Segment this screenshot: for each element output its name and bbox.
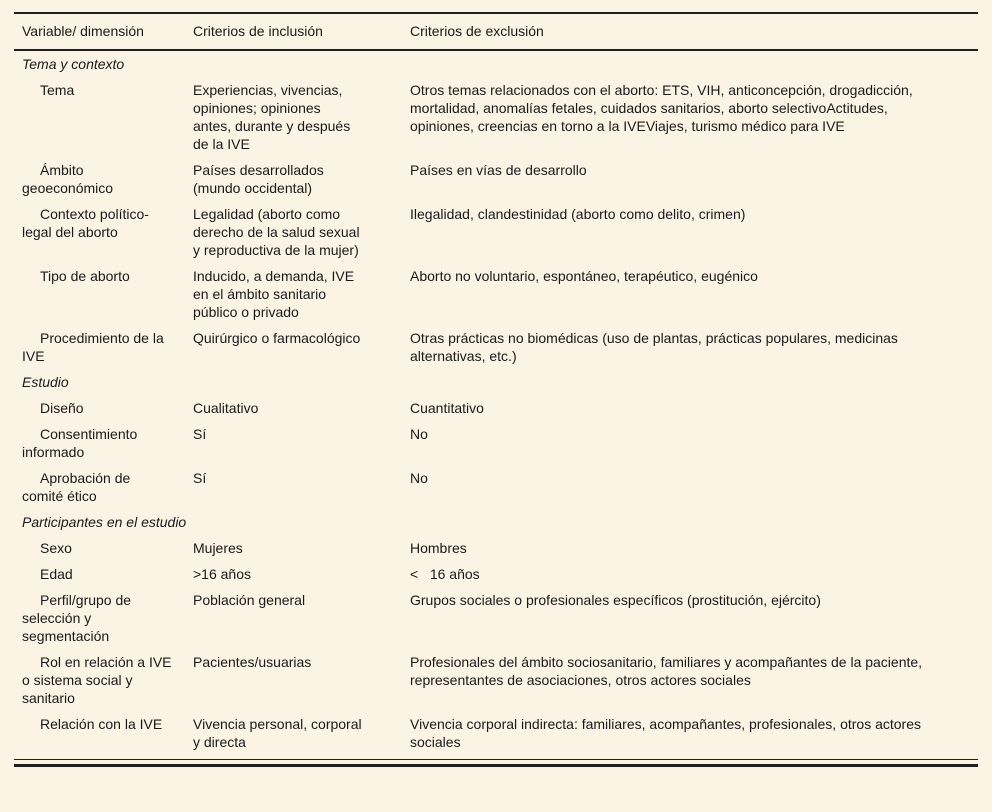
variable-cell: Tipo de aborto [40, 268, 130, 284]
section-row [14, 51, 978, 77]
exclusion-cell: < 16 años [410, 566, 480, 582]
variable-cell: Ámbito geoeconómico [22, 162, 114, 196]
column-header-variable: Variable/ dimensión [22, 22, 144, 39]
inclusion-cell: >16 años [193, 566, 251, 582]
inclusion-cell: Cualitativo [193, 400, 259, 416]
variable-cell: Perfil/grupo de selección y segmentación [22, 592, 132, 644]
table-row [14, 649, 978, 711]
table-row [14, 395, 978, 421]
exclusion-cell: Hombres [410, 540, 467, 556]
exclusion-cell: Profesionales del ámbito sociosanitario, familiares y acompañantes de la paciente, representantes de asociaciones, otros actores sociales [410, 654, 923, 688]
exclusion-cell: Países en vías de desarrollo [410, 162, 587, 178]
table-row [14, 201, 978, 263]
table-row [14, 421, 978, 465]
variable-cell: Tema [40, 82, 75, 98]
inclusion-cell: Quirúrgico o farmacológico [193, 330, 361, 346]
variable-cell: Diseño [40, 400, 84, 416]
table-row [14, 561, 978, 587]
table-row [14, 325, 978, 369]
table-row [14, 77, 978, 157]
inclusion-cell: Experiencias, vivencias, opiniones; opiniones antes, durante y después de la IVE [193, 82, 351, 152]
table-row [14, 157, 978, 201]
inclusion-cell: Inducido, a demanda, IVE en el ámbito sanitario público o privado [193, 268, 355, 320]
inclusion-cell: Sí [193, 426, 207, 442]
table-row [14, 587, 978, 649]
section-label: Estudio [22, 374, 69, 390]
section-label: Tema y contexto [22, 56, 125, 72]
section-row [14, 369, 978, 395]
exclusion-cell: Ilegalidad, clandestinidad (aborto como delito, crimen) [410, 206, 746, 222]
section-row [14, 509, 978, 535]
variable-cell: Relación con la IVE [40, 716, 163, 732]
table-header-row [14, 14, 978, 49]
table-row [14, 535, 978, 561]
exclusion-cell: Grupos sociales o profesionales específicos (prostitución, ejército) [410, 592, 821, 608]
table-row [14, 263, 978, 325]
table-body [14, 51, 978, 755]
variable-cell: Edad [40, 566, 73, 582]
exclusion-cell: Cuantitativo [410, 400, 484, 416]
table-bottom-thin-rule [14, 759, 978, 760]
inclusion-cell: Legalidad (aborto como derecho de la salud sexual y reproductiva de la mujer) [193, 206, 360, 258]
section-label: Participantes en el estudio [22, 514, 187, 530]
table-row [14, 465, 978, 509]
inclusion-cell: Población general [193, 592, 306, 608]
inclusion-cell: Sí [193, 470, 207, 486]
table-row [14, 711, 978, 755]
exclusion-cell: No [410, 426, 428, 442]
variable-cell: Consentimiento informado [22, 426, 138, 460]
variable-cell: Sexo [40, 540, 72, 556]
exclusion-cell: Aborto no voluntario, espontáneo, terapéutico, eugénico [410, 268, 758, 284]
inclusion-cell: Pacientes/usuarias [193, 654, 312, 670]
inclusion-cell: Mujeres [193, 540, 243, 556]
variable-cell: Rol en relación a IVE o sistema social y sanitario [22, 654, 172, 706]
variable-cell: Aprobación de comité ético [22, 470, 131, 504]
exclusion-cell: Otros temas relacionados con el aborto: ETS, VIH, anticoncepción, drogadicción, mortalidad, anomalías fetales, cuidados sanitarios, aborto selectivoActitudes, opiniones, creencias en torno a la IVEViajes, turismo médico para IVE [410, 82, 913, 134]
column-header-exclusion: Criterios de exclusión [410, 22, 544, 39]
variable-cell: Procedimiento de la IVE [22, 330, 164, 364]
variable-cell: Contexto político-legal del aborto [22, 206, 149, 240]
column-header-inclusion: Criterios de inclusión [193, 22, 323, 39]
inclusion-cell: Vivencia personal, corporal y directa [193, 716, 362, 750]
table-bottom-thick-rule [14, 764, 978, 767]
inclusion-cell: Países desarrollados (mundo occidental) [193, 162, 324, 196]
exclusion-cell: Otras prácticas no biomédicas (uso de plantas, prácticas populares, medicinas alternativas, etc.) [410, 330, 898, 364]
exclusion-cell: No [410, 470, 428, 486]
exclusion-cell: Vivencia corporal indirecta: familiares, acompañantes, profesionales, otros actores sociales [410, 716, 921, 750]
